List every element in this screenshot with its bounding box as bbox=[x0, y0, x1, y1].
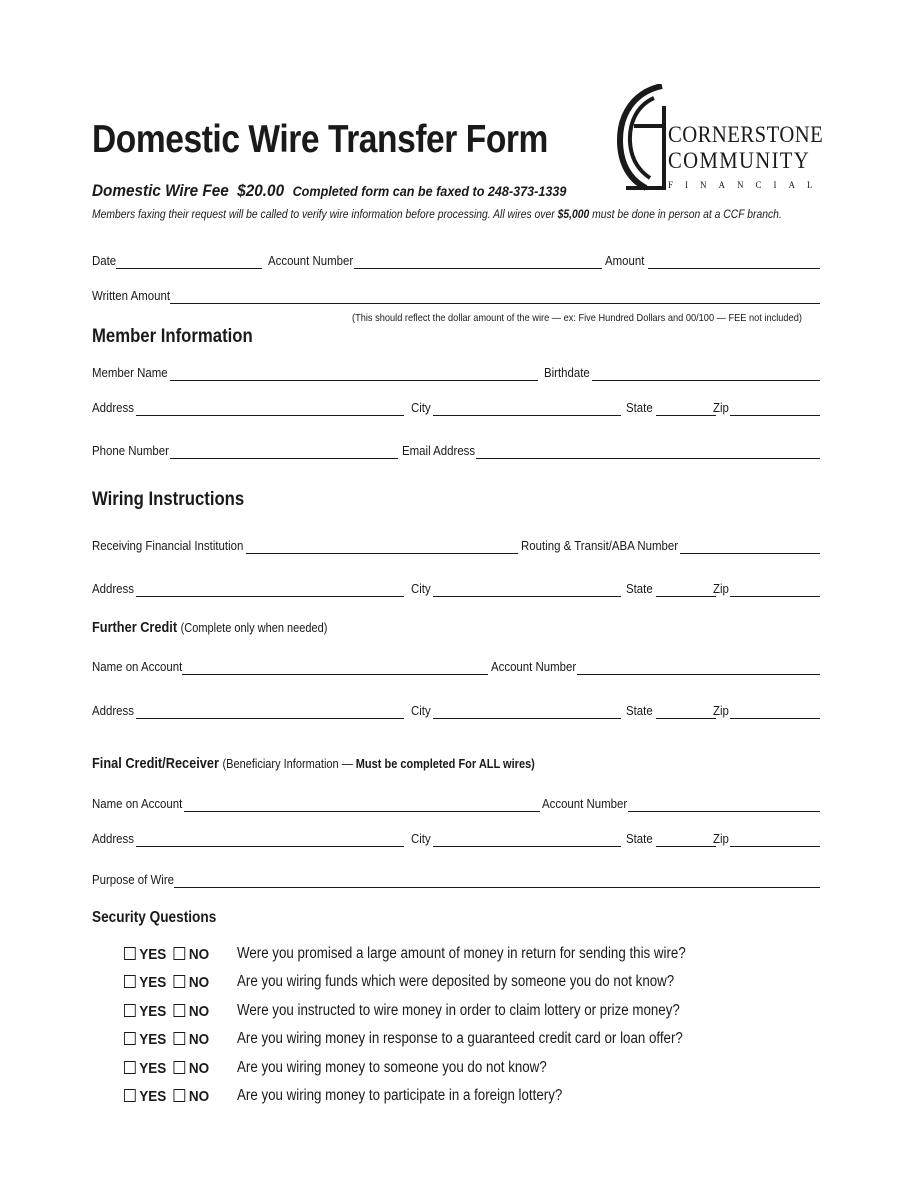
final-name-row bbox=[92, 794, 820, 814]
question-6-options: YES NO bbox=[124, 1088, 209, 1105]
logo-line-1: CORNERSTONE bbox=[668, 122, 824, 147]
email-address-field[interactable]: Email Address bbox=[402, 441, 820, 461]
security-question-2: Are you wiring funds which were deposited by someone you do not know? bbox=[237, 973, 675, 990]
fax-text: Completed form can be faxed to 248-373-1339 bbox=[292, 183, 567, 199]
written-amount-hint: (This should reflect the dollar amount of the wire — ex: Five Hundred Dollars and 00/100 — FEE not included) bbox=[352, 312, 802, 324]
member-name-row bbox=[92, 363, 820, 383]
date-field[interactable]: Date bbox=[92, 251, 262, 271]
further-state-field[interactable]: State bbox=[626, 701, 716, 721]
final-account-field[interactable]: Account Number bbox=[542, 794, 820, 814]
verification-note: Members faxing their request will be called to verify wire information before processing. All wires over $5,000 must be done in person at a CCF branch. bbox=[92, 209, 782, 221]
cornerstone-logo-mark-icon bbox=[612, 84, 672, 194]
checkbox-yes[interactable] bbox=[124, 1032, 136, 1045]
page-title: Domestic Wire Transfer Form bbox=[92, 118, 548, 161]
fee-amount: $20.00 bbox=[237, 181, 285, 200]
further-name-row bbox=[92, 657, 820, 677]
wiring-address-field[interactable]: Address bbox=[92, 579, 404, 599]
receiving-institution-field[interactable]: Receiving Financial Institution bbox=[92, 536, 518, 556]
final-city-field[interactable]: City bbox=[411, 829, 621, 849]
final-zip-field[interactable]: Zip bbox=[713, 829, 820, 849]
security-question-5: Are you wiring money to someone you do not know? bbox=[237, 1059, 547, 1076]
account-number-field[interactable]: Account Number bbox=[268, 251, 602, 271]
purpose-of-wire-field[interactable]: Purpose of Wire bbox=[92, 870, 820, 890]
member-name-field[interactable]: Member Name bbox=[92, 363, 538, 383]
in-person-threshold: $5,000 bbox=[557, 209, 590, 221]
question-2-options: YES NO bbox=[124, 974, 209, 991]
phone-number-field[interactable]: Phone Number bbox=[92, 441, 398, 461]
checkbox-yes[interactable] bbox=[124, 975, 136, 988]
wiring-zip-field[interactable]: Zip bbox=[713, 579, 820, 599]
logo-line-2: COMMUNITY bbox=[668, 148, 811, 173]
member-zip-field[interactable]: Zip bbox=[713, 398, 820, 418]
member-section-heading: Member Information bbox=[92, 326, 253, 347]
question-1-options: YES NO bbox=[124, 946, 209, 963]
final-address-field[interactable]: Address bbox=[92, 829, 404, 849]
further-name-field[interactable]: Name on Account bbox=[92, 657, 488, 677]
top-row bbox=[92, 251, 820, 271]
checkbox-yes[interactable] bbox=[124, 1089, 136, 1102]
question-3-options: YES NO bbox=[124, 1003, 209, 1020]
cornerstone-logo bbox=[612, 84, 827, 194]
routing-number-field[interactable]: Routing & Transit/ABA Number bbox=[521, 536, 820, 556]
security-question-3: Were you instructed to wire money in order to claim lottery or prize money? bbox=[237, 1002, 680, 1019]
checkbox-yes[interactable] bbox=[124, 1004, 136, 1017]
amount-field[interactable]: Amount bbox=[605, 251, 820, 271]
further-address-row bbox=[92, 701, 820, 721]
security-question-6: Are you wiring money to participate in a foreign lottery? bbox=[237, 1087, 563, 1104]
checkbox-no[interactable] bbox=[174, 975, 186, 988]
fee-line bbox=[92, 181, 566, 201]
purpose-row bbox=[92, 870, 820, 890]
further-credit-note: (Complete only when needed) bbox=[180, 621, 328, 635]
wiring-address-row bbox=[92, 579, 820, 599]
further-credit-heading: Further Credit (Complete only when needed) bbox=[92, 620, 328, 636]
wiring-state-field[interactable]: State bbox=[626, 579, 716, 599]
security-question-4: Are you wiring money in response to a guaranteed credit card or loan offer? bbox=[237, 1030, 683, 1047]
checkbox-no[interactable] bbox=[174, 1032, 186, 1045]
wiring-section-heading: Wiring Instructions bbox=[92, 489, 245, 510]
birthdate-field[interactable]: Birthdate bbox=[544, 363, 820, 383]
member-address-row bbox=[92, 398, 820, 418]
question-5-options: YES NO bbox=[124, 1060, 209, 1077]
institution-row bbox=[92, 536, 820, 556]
written-amount-field[interactable]: Written Amount bbox=[92, 286, 820, 306]
final-state-field[interactable]: State bbox=[626, 829, 716, 849]
further-account-field[interactable]: Account Number bbox=[491, 657, 820, 677]
member-city-field[interactable]: City bbox=[411, 398, 621, 418]
wiring-city-field[interactable]: City bbox=[411, 579, 621, 599]
final-credit-note: (Beneficiary Information — bbox=[222, 757, 356, 771]
security-question-1: Were you promised a large amount of money in return for sending this wire? bbox=[237, 945, 686, 962]
checkbox-yes[interactable] bbox=[124, 947, 136, 960]
final-address-row bbox=[92, 829, 820, 849]
checkbox-no[interactable] bbox=[174, 947, 186, 960]
security-questions-heading: Security Questions bbox=[92, 909, 217, 926]
final-name-field[interactable]: Name on Account bbox=[92, 794, 540, 814]
question-4-options: YES NO bbox=[124, 1031, 209, 1048]
fee-label: Domestic Wire Fee bbox=[92, 181, 229, 200]
member-contact-row bbox=[92, 441, 820, 461]
written-amount-row bbox=[92, 286, 820, 306]
further-address-field[interactable]: Address bbox=[92, 701, 404, 721]
checkbox-no[interactable] bbox=[174, 1061, 186, 1074]
member-state-field[interactable]: State bbox=[626, 398, 716, 418]
member-address-field[interactable]: Address bbox=[92, 398, 404, 418]
further-city-field[interactable]: City bbox=[411, 701, 621, 721]
checkbox-yes[interactable] bbox=[124, 1061, 136, 1074]
final-credit-required-note: Must be completed For ALL wires) bbox=[355, 757, 535, 771]
further-zip-field[interactable]: Zip bbox=[713, 701, 820, 721]
checkbox-no[interactable] bbox=[174, 1089, 186, 1102]
final-credit-heading: Final Credit/Receiver (Beneficiary Information — Must be completed For ALL wires) bbox=[92, 756, 535, 772]
logo-line-3: FINANCIAL bbox=[668, 180, 825, 190]
checkbox-no[interactable] bbox=[174, 1004, 186, 1017]
